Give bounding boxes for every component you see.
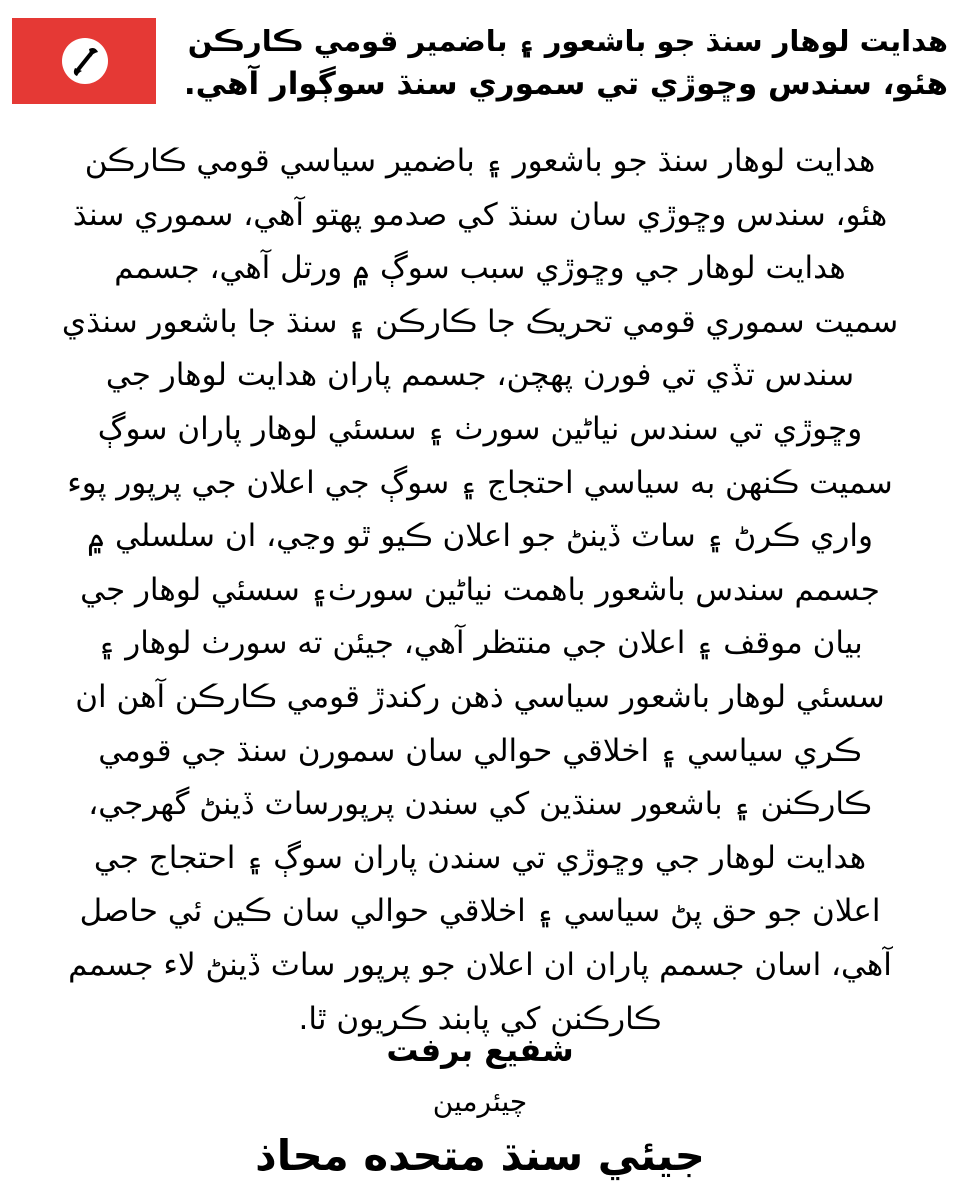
headline-line: هئو، سندس وڇوڙي تي سموري سنڌ سوڳوار آهي.: [183, 66, 948, 102]
body-line: اعلان جو حق پڻ سياسي ۽ اخلاقي حوالي سان ڪين ئي حاصل: [79, 893, 881, 930]
organization-name: جيئي سنڌ متحده محاذ: [255, 1131, 705, 1180]
body-line: واري ڪرڻ ۽ ساٽ ڏينڻ جو اعلان ڪيو ٿو وڃي، ان سلسلي ۾: [87, 518, 873, 555]
body-line: هدايت لوهار جي وڇوڙي تي سندن پاران سوڳ ۽ احتجاج جي: [93, 839, 867, 876]
body-line: ڪري سياسي ۽ اخلاقي حوالي سان سمورن سنڌ جي قومي: [98, 732, 862, 769]
headline: [176, 20, 948, 106]
body-line: آهي، اسان جسمم پاران ان اعلان جو پرپور ساٽ ڏينڻ لاء جسمم: [68, 946, 892, 983]
body-line: جسمم سندس باشعور باهمت نياڻين سورٺ۽ سسئي لوهار جي: [80, 571, 880, 608]
signatory-name: شفيع برفت: [386, 1031, 574, 1069]
body-line: بيان موقف ۽ اعلان جي منتظر آهي، جيئن ته سورٺ لوهار ۽: [97, 625, 863, 662]
flag-emblem-disc: [62, 38, 108, 84]
axe-emblem-icon: [62, 38, 108, 84]
body-line: وڇوڙي تي سندس نياڻين سورٺ ۽ سسئي لوهار پاران سوڳ: [97, 410, 863, 447]
body-line: سسئي لوهار باشعور سياسي ذهن رکندڙ قومي ڪارڪن آهن ان: [75, 678, 885, 715]
body-line: ڪارڪنن ۽ باشعور سنڌين کي سندن پرپورساٽ ڏينڻ گهرجي،: [88, 786, 872, 823]
body-line: سميت ڪنهن به سياسي احتجاج ۽ سوڳ جي اعلان جي پرپور پوء: [67, 464, 893, 501]
body-line: هئو، سندس وڇوڙي سان سنڌ کي صدمو پهتو آهي، سموري سنڌ: [72, 196, 888, 233]
statement-body: [14, 135, 946, 1046]
party-flag: [12, 18, 156, 104]
statement-header: [12, 18, 948, 108]
body-line: ڪارڪنن کي پابند ڪريون ٿا.: [298, 1000, 662, 1037]
signatory-title: چيئرمين: [432, 1085, 528, 1118]
body-line: هدايت لوهار جي وڇوڙي سبب سوڳ ۾ ورتل آهي، جسمم: [114, 250, 846, 287]
body-line: هدايت لوهار سنڌ جو باشعور ۽ باضمير سياسي قومي ڪارڪن: [84, 143, 876, 179]
headline-line: هدايت لوهار سنڌ جو باشعور ۽ باضمير قومي ڪارڪن: [187, 24, 948, 58]
body-line: سميت سموري قومي تحريڪ جا ڪارڪن ۽ سنڌ جا باشعور سنڌي: [61, 303, 899, 340]
body-line: سندس تڏي تي فورن پهچن، جسمم پاران هدايت لوهار جي: [105, 357, 855, 394]
